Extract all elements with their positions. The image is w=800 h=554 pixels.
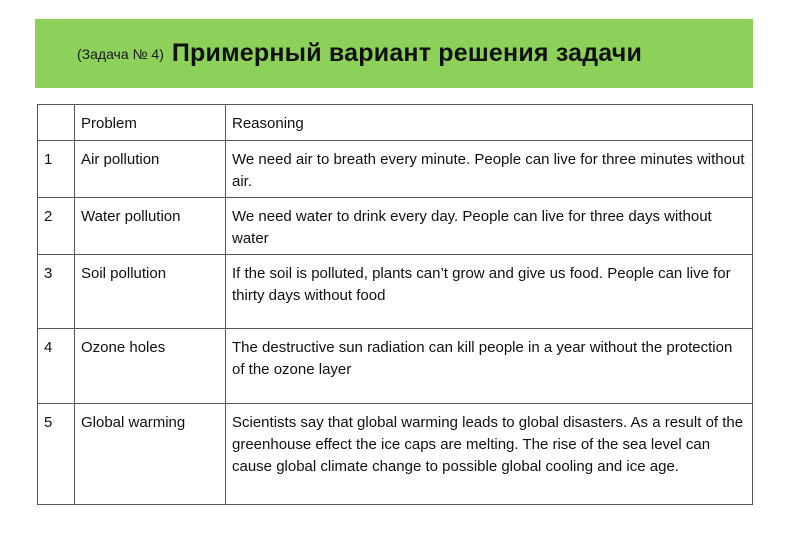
row-number: 5 (38, 404, 75, 505)
row-problem: Ozone holes (75, 329, 226, 404)
table-row (38, 141, 753, 198)
row-reasoning: We need air to breath every minute. People can live for three minutes without air. (226, 141, 753, 198)
solution-table (37, 104, 753, 505)
row-reasoning: If the soil is polluted, plants can’t grow and give us food. People can live for thirty days without food (226, 255, 753, 329)
table-header-row (38, 105, 753, 141)
table-row (38, 255, 753, 329)
row-problem: Water pollution (75, 198, 226, 255)
table-row (38, 404, 753, 505)
row-number: 1 (38, 141, 75, 198)
header-reasoning-cell: Reasoning (226, 105, 753, 141)
row-number: 4 (38, 329, 75, 404)
table-row (38, 198, 753, 255)
row-number: 3 (38, 255, 75, 329)
page-title: Примерный вариант решения задачи (171, 39, 643, 67)
header-problem-cell: Problem (75, 105, 226, 141)
row-problem: Air pollution (75, 141, 226, 198)
table-row (38, 329, 753, 404)
row-problem: Global warming (75, 404, 226, 505)
row-number: 2 (38, 198, 75, 255)
row-reasoning: We need water to drink every day. People can live for three days without water (226, 198, 753, 255)
task-label: (Задача № 4) (77, 45, 164, 62)
row-reasoning: The destructive sun radiation can kill people in a year without the protection of the ozone layer (226, 329, 753, 404)
header-num-cell (38, 105, 75, 141)
row-reasoning: Scientists say that global warming leads to global disasters. As a result of the greenhouse effect the ice caps are melting. The rise of the sea level can cause global climate change to possible global cooling and ice age. (226, 404, 753, 505)
title-banner (35, 19, 753, 88)
row-problem: Soil pollution (75, 255, 226, 329)
